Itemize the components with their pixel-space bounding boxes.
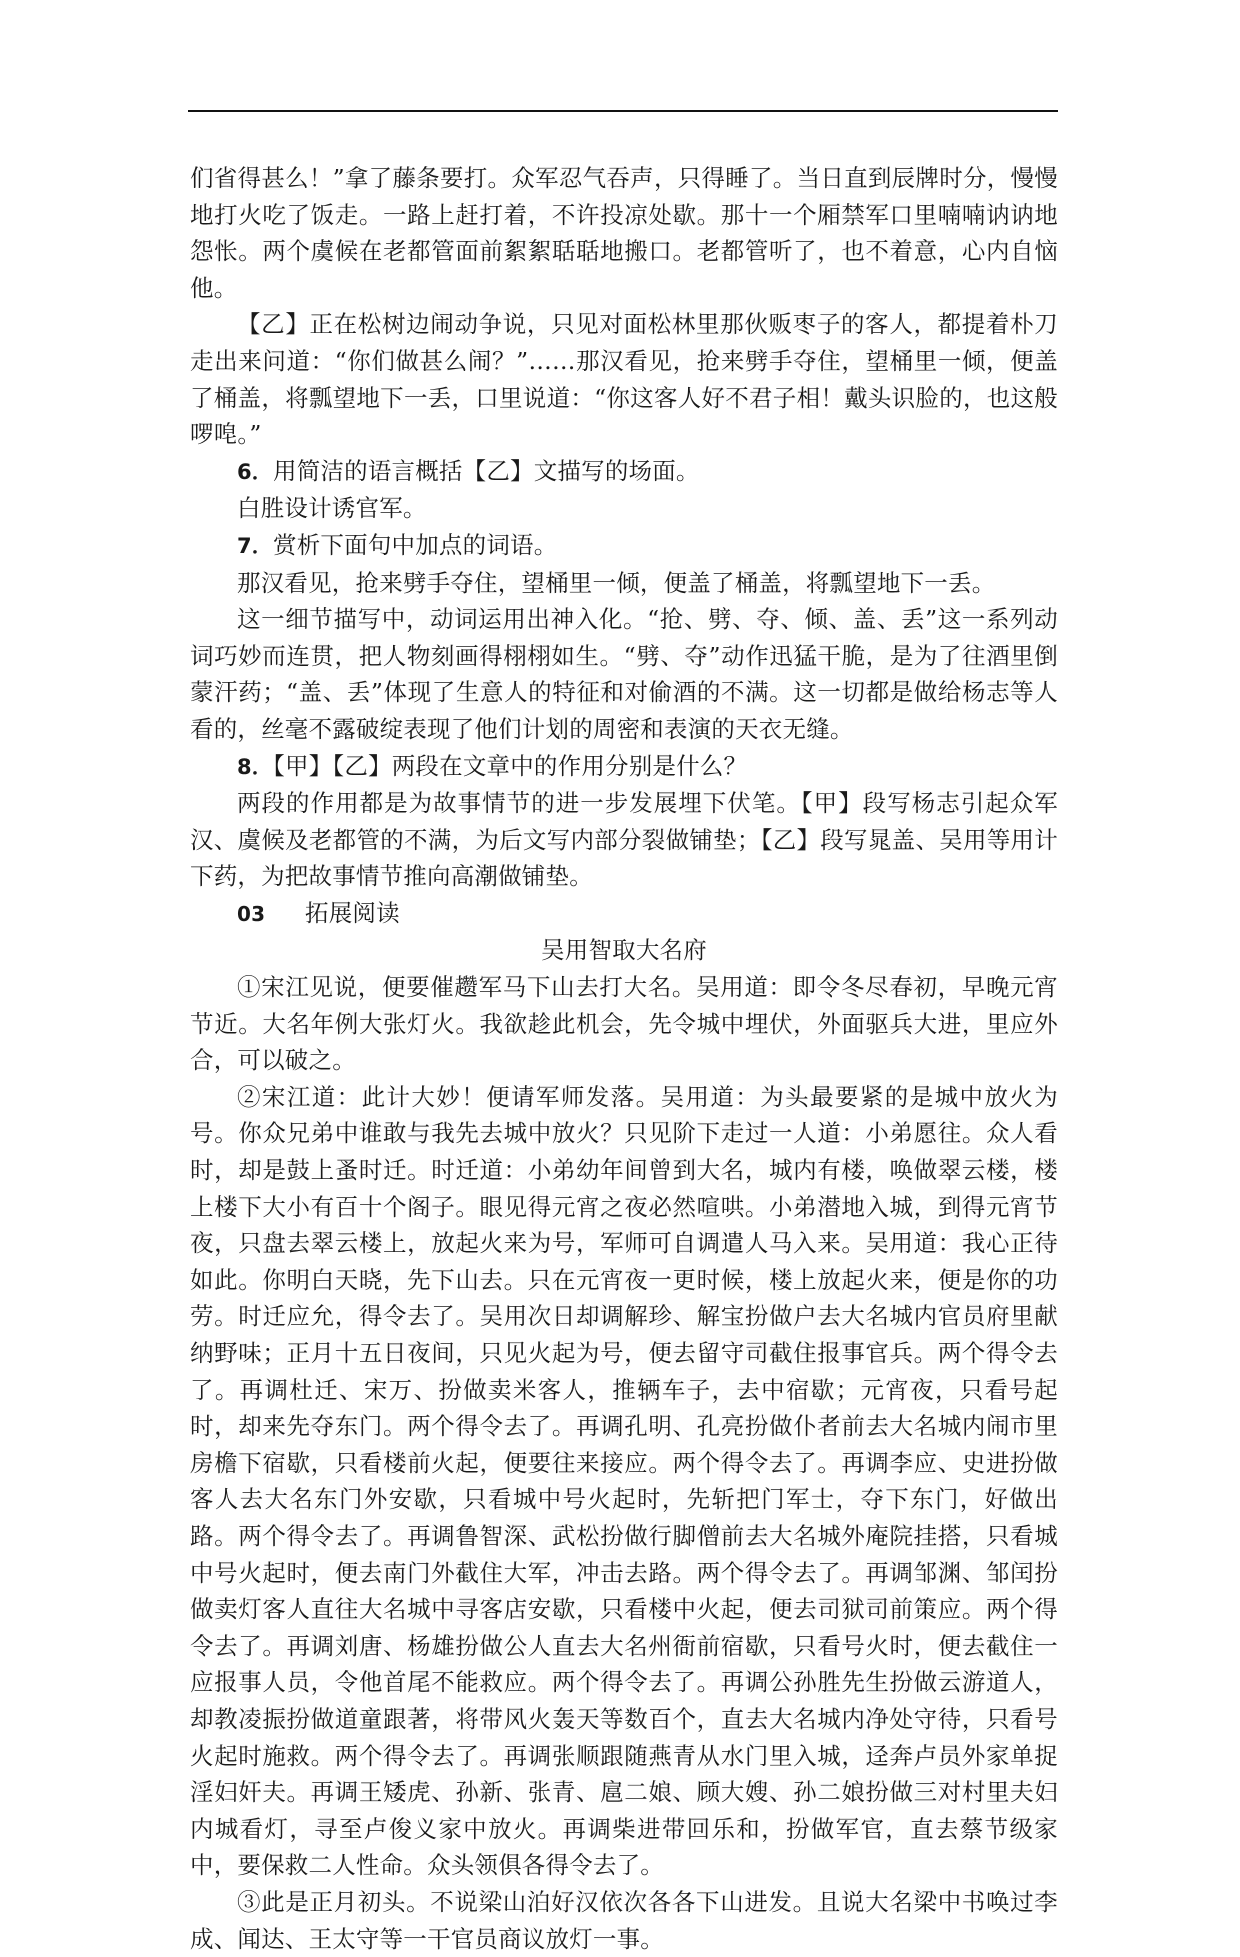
- article-title: 吴用智取大名府: [541, 936, 707, 965]
- section-heading: [190, 895, 1058, 933]
- answer-8: 两段的作用都是为故事情节的进一步发展埋下伏笔。【甲】段写杨志引起众军汉、虞候及老都管的不满，为后文写内部分裂做铺垫；【乙】段写晁盖、吴用等用计下药，为把故事情节推向高潮做铺垫。: [190, 789, 1058, 891]
- question-8-number: 8．: [237, 754, 274, 779]
- question-8-text: 【甲】【乙】两段在文章中的作用分别是什么？: [273, 751, 748, 780]
- question-7: [190, 527, 1058, 565]
- section-title: 拓展阅读: [305, 898, 400, 927]
- question-6-text: 用简洁的语言概括【乙】文描写的场面。: [273, 456, 700, 485]
- answer-7: 这一细节描写中，动词运用出神入化。“抢、劈、夺、倾、盖、丢”这一系列动词巧妙而连贯，把人物刻画得栩栩如生。“劈、夺”动作迅猛干脆，是为了往酒里倒蒙汗药；“盖、丢”体现了生意人的特征和对偷酒的不满。这一切都是做给杨志等人看的，丝毫不露破绽表现了他们计划的周密和表演的天衣无缝。: [190, 605, 1058, 743]
- header-rule: [188, 110, 1058, 112]
- passage-paragraph-jia-end: 们省得甚么！”拿了藤条要打。众军忍气吞声，只得睡了。当日直到辰牌时分，慢慢地打火吃了饭走。一路上赶打着，不许投凉处歇。那十一个厢禁军口里喃喃讷讷地怨怅。两个虞候在老都管面前絮絮聒聒地搬口。老都管听了，也不着意，心内自恼他。: [190, 164, 1058, 302]
- passage-paragraph-yi: 【乙】正在松树边闹动争说，只见对面松林里那伙贩枣子的客人，都提着朴刀走出来问道：“你们做甚么闹？”……那汉看见，抢来劈手夺住，望桶里一倾，便盖了桶盖，将瓢望地下一丢，口里说道：“你这客人好不君子相！戴头识脸的，也这般啰唣。”: [190, 310, 1058, 449]
- question-8: [190, 748, 1058, 786]
- section-code: 03: [237, 901, 266, 926]
- article-paragraph-1: ①宋江见说，便要催趱军马下山去打大名。吴用道：即令冬尽春初，早晚元宵节近。大名年例大张灯火。我欲趁此机会，先令城中埋伏，外面驱兵大进，里应外合，可以破之。: [190, 973, 1058, 1075]
- question-6-number: 6．: [237, 459, 274, 484]
- question-7-number: 7．: [237, 533, 274, 558]
- article-paragraph-2: ②宋江道：此计大妙！便请军师发落。吴用道：为头最要紧的是城中放火为号。你众兄弟中谁敢与我先去城中放火？只见阶下走过一人道：小弟愿往。众人看时，却是鼓上蚤时迁。时迁道：小弟幼年间曾到大名，城内有楼，唤做翠云楼，楼上楼下大小有百十个阁子。眼见得元宵之夜必然喧哄。小弟潜地入城，到得元宵节夜，只盘去翠云楼上，放起火来为号，军师可自调遣人马入来。吴用道：我心正待如此。你明白天晓，先下山去。只在元宵夜一更时候，楼上放起火来，便是你的功劳。时迁应允，得令去了。吴用次日却调解珍、解宝扮做户去大名城内官员府里献纳野味；正月十五日夜间，只见火起为号，便去留守司截住报事官兵。两个得令去了。再调杜迁、宋万、扮做卖米客人，推辆车子，去中宿歇；元宵夜，只看号起时，却来先夺东门。两个得令去了。再调孔明、孔亮扮做仆者前去大名城内闹市里房檐下宿歇，只看楼前火起，便要往来接应。两个得令去了。再调李应、史进扮做客人去大名东门外安歇，只看城中号火起时，先斩把门军士，夺下东门，好做出路。两个得令去了。再调鲁智深、武松扮做行脚僧前去大名城外庵院挂搭，只看城中号火起时，便去南门外截住大军，冲击去路。两个得令去了。再调邹渊、邹闰扮做卖灯客人直往大名城中寻客店安歇，只看楼中火起，便去司狱司前策应。两个得令去了。再调刘唐、杨雄扮做公人直去大名州衙前宿歇，只看号火时，便去截住一应报事人员，令他首尾不能救应。两个得令去了。再调公孙胜先生扮做云游道人，却教凌振扮做道童跟著，将带风火轰天等数百个，直去大名城内净处守待，只看号火起时施救。两个得令去了。再调张顺跟随燕青从水门里入城，迳奔卢员外家单捉淫妇奸夫。再调王矮虎、孙新、张青、扈二娘、顾大嫂、孙二娘扮做三对村里夫妇内城看灯，寻至卢俊义家中放火。再调柴进带回乐和，扮做军官，直去蔡节级家中，要保救二人性命。众头领俱各得令去了。: [190, 1082, 1058, 1880]
- question-6: [190, 453, 1058, 491]
- answer-6: 白胜设计诱官军。: [237, 494, 427, 523]
- page-body: [190, 160, 1058, 1957]
- question-7-text: 赏析下面句中加点的词语。: [273, 530, 558, 559]
- question-7-sentence: 那汉看见，抢来劈手夺住，望桶里一倾，便盖了桶盖，将瓢望地下一丢。: [237, 568, 996, 597]
- article-paragraph-3: ③此是正月初头。不说梁山泊好汉依次各各下山进发。且说大名梁中书唤过李成、闻达、王太守等一干官员商议放灯一事。: [190, 1887, 1058, 1953]
